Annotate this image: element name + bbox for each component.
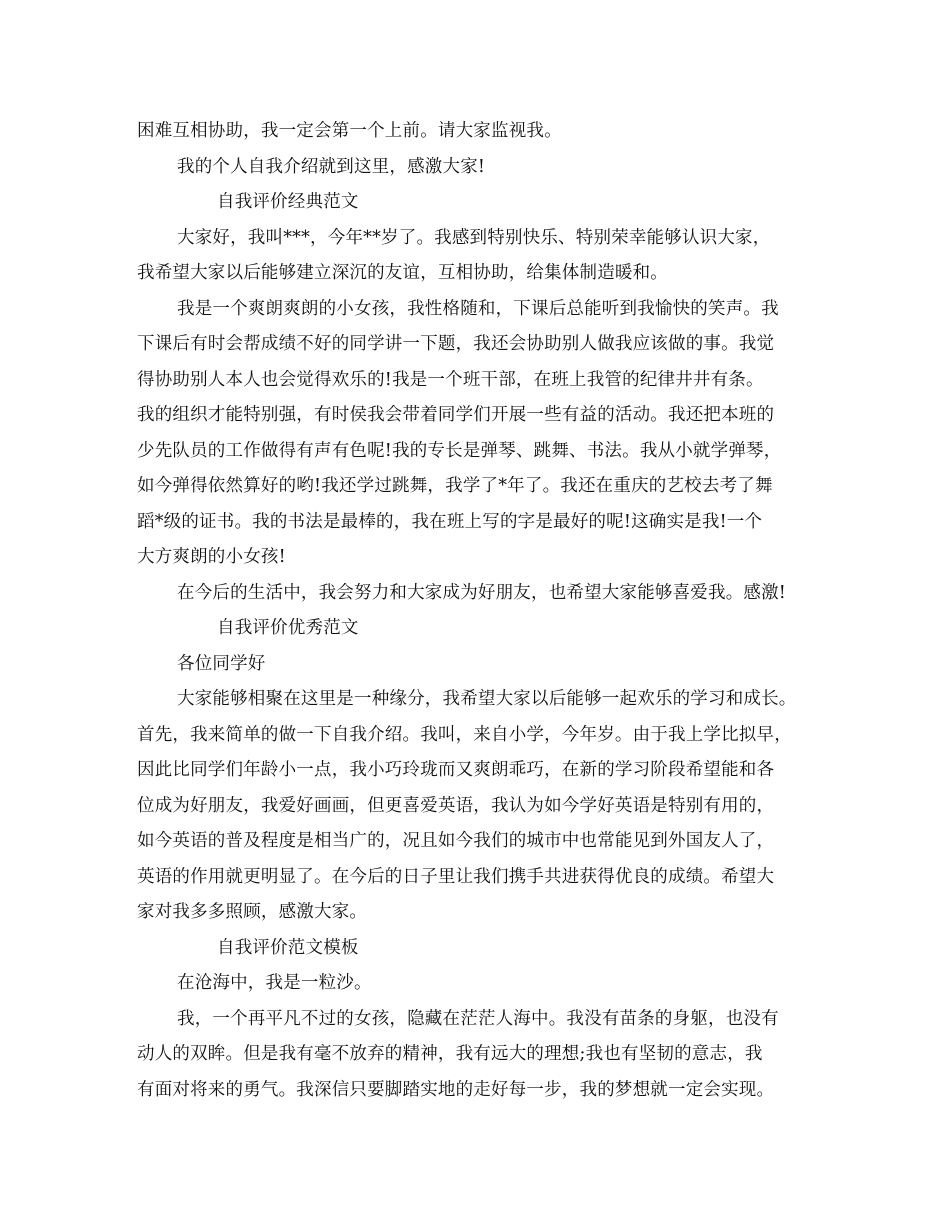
paragraph-first-line: 在今后的生活中，我会努力和大家成为好朋友，也希望大家能够喜爱我。感激! (177, 582, 787, 603)
paragraph-line: 位成为好朋友，我爱好画画，但更喜爱英语，我认为如今学好英语是特别有用的， (137, 795, 775, 816)
paragraph-first-line: 我，一个再平凡不过的女孩，隐藏在茫茫人海中。我没有苗条的身躯，也没有 (177, 1008, 779, 1029)
paragraph-first-line: 各位同学好 (177, 653, 266, 674)
paragraph-line: 蹈*级的证书。我的书法是最棒的，我在班上写的字是最好的呢!这确实是我!一个 (137, 511, 763, 532)
section-heading: 自我评价优秀范文 (217, 618, 359, 638)
paragraph-first-line: 大家能够相聚在这里是一种缘分，我希望大家以后能够一起欢乐的学习和成长。 (177, 689, 797, 709)
paragraph-first-line: 我的个人自我介绍就到这里，感激大家! (177, 156, 486, 177)
paragraph-line: 因此比同学们年龄小一点，我小巧玲珑而又爽朗乖巧，在新的学习阶段希望能和各 (137, 760, 775, 780)
section-heading: 自我评价经典范文 (217, 192, 359, 212)
paragraph-line: 得协助别人本人也会觉得欢乐的!我是一个班干部，在班上我管的纪律井井有条。 (137, 369, 764, 390)
paragraph-line: 家对我多多照顾，感激大家。 (137, 902, 368, 922)
paragraph-line: 我的组织才能特别强，有时侯我会带着同学们开展一些有益的活动。我还把本班的 (137, 405, 775, 425)
paragraph-line: 大方爽朗的小女孩! (137, 547, 286, 567)
paragraph-line: 动人的双眸。但是我有毫不放弃的精神，我有远大的理想;我也有坚韧的意志，我 (137, 1044, 763, 1064)
paragraph-first-line: 大家好，我叫***，今年**岁了。我感到特别快乐、特别荣幸能够认识大家， (177, 227, 771, 248)
section-heading: 自我评价范文模板 (217, 937, 359, 958)
paragraph-line: 下课后有时会帮成绩不好的同学讲一下题，我还会协助别人做我应该做的事。我觉 (137, 334, 775, 354)
paragraph-line: 如今弹得依然算好的哟!我还学过跳舞，我学了*年了。我还在重庆的艺校去考了舞 (137, 476, 773, 496)
paragraph-first-line: 在沧海中，我是一粒沙。 (177, 973, 372, 993)
paragraph-first-line: 我是一个爽朗爽朗的小女孩，我性格随和，下课后总能听到我愉快的笑声。我 (177, 298, 779, 319)
paragraph-line: 英语的作用就更明显了。在今后的日子里让我们携手共进获得优良的成绩。希望大 (137, 866, 775, 887)
paragraph-line: 少先队员的工作做得有声有色呢!我的专长是弹琴、跳舞、书法。我从小就学弹琴， (137, 440, 782, 461)
paragraph-line: 困难互相协助，我一定会第一个上前。请大家监视我。 (137, 121, 562, 141)
paragraph-line: 有面对将来的勇气。我深信只要脚踏实地的走好每一步，我的梦想就一定会实现。 (137, 1079, 775, 1100)
document-body (137, 114, 827, 1108)
paragraph-line: 首先，我来简单的做一下自我介绍。我叫，来自小学，今年岁。由于我上学比拟早， (137, 724, 792, 745)
paragraph-line: 我希望大家以后能够建立深沉的友谊，互相协助，给集体制造暖和。 (137, 263, 668, 283)
paragraph-line: 如今英语的普及程度是相当广的，况且如今我们的城市中也常能见到外国友人了， (137, 831, 775, 851)
